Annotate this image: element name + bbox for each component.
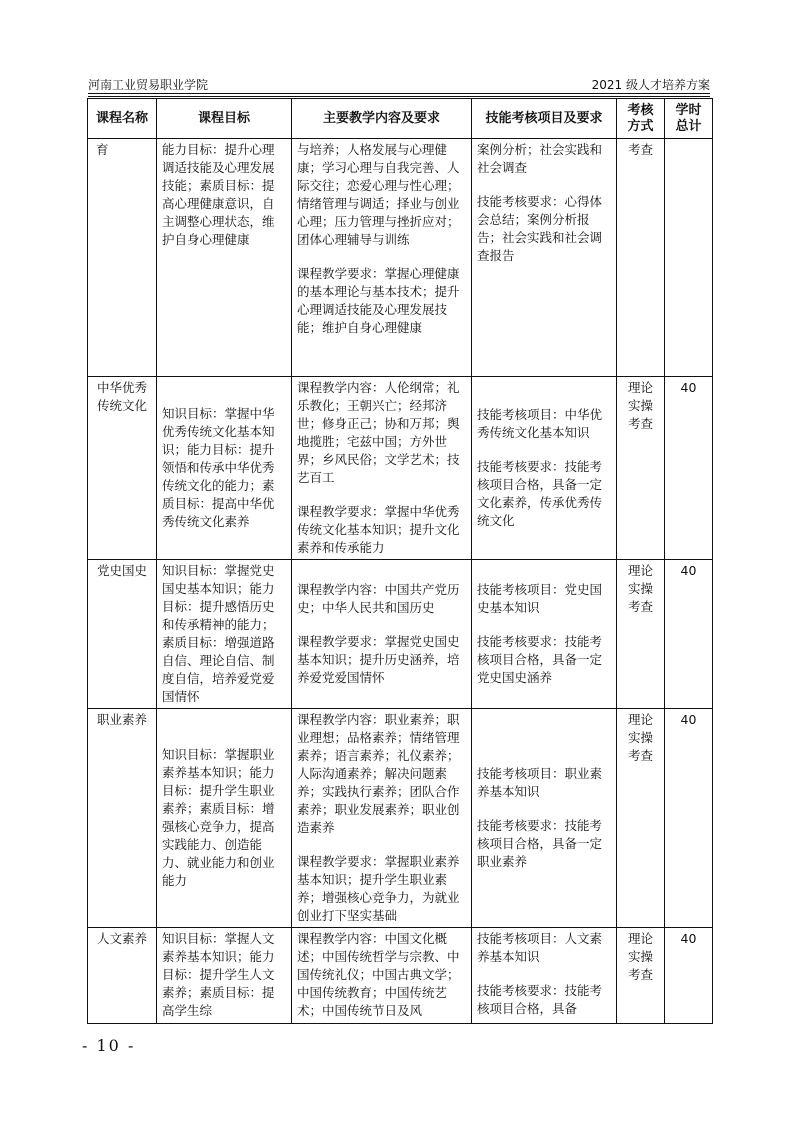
content-text: 课程教学内容：人伦纲常；礼乐教化；王朝兴亡；经邦济世；修身正己；协和万邦；舆地揽胜；宅兹中国；方外世界；乡风民俗；文学艺术；技艺百工: [297, 380, 460, 485]
skill-text: 技能考核项目：党史国史基本知识: [477, 582, 603, 615]
table-row: [88, 139, 713, 377]
skill-text: 案例分析；社会实践和社会调查: [477, 142, 603, 175]
col-header-content: 主要教学内容及要求: [292, 99, 472, 139]
content-requirement: 课程教学要求：掌握党史国史基本知识；提升历史涵养，培养爱党爱国情怀: [297, 634, 460, 685]
skill-requirement: 技能考核要求：技能考核项目合格，具备一定文化素养，传承优秀传统文化: [477, 459, 603, 528]
skill-requirement: 技能考核要求：技能考核项目合格，具备一定职业素养: [477, 818, 603, 869]
content-text: 课程教学内容：职业素养；职业理想；品格素养；情绪管理素养；语言素养；礼仪素养；人际沟通素养；解决问题素养；实践执行素养；团队合作素养；职业发展素养；职业创造素养: [297, 712, 460, 835]
course-skill: [472, 928, 617, 1024]
table-row: [88, 560, 713, 709]
page-number: - 10 -: [82, 1036, 136, 1055]
goal-text: 能力目标：提升心理调适技能及心理发展技能；素质目标：提高心理健康意识，自主调整心理状态，维护自身心理健康: [162, 142, 275, 247]
course-skill: [472, 560, 617, 709]
course-skill: [472, 139, 617, 377]
total-hours: 40: [665, 560, 713, 709]
total-hours: 40: [665, 377, 713, 560]
skill-text: 技能考核项目：中华优秀传统文化基本知识: [477, 407, 603, 440]
assessment-mode: 理论 实操 考查: [617, 928, 665, 1024]
content-requirement: 课程教学要求：掌握中华优秀传统文化基本知识；提升文化素养和传承能力: [297, 504, 460, 555]
assessment-mode: 考查: [617, 139, 665, 377]
skill-requirement: 技能考核要求：技能考核项目合格，具备一定党史国史涵养: [477, 634, 603, 685]
goal-text: 知识目标：掌握中华优秀传统文化基本知识；能力目标：提升领悟和传承中华优秀传统文化的能力；素质目标：提高中华优秀传统文化素养: [162, 406, 275, 529]
total-hours: [665, 139, 713, 377]
table-row: [88, 709, 713, 928]
col-header-mode: 考核 方式: [617, 99, 665, 139]
course-content: [292, 377, 472, 560]
table-row: [88, 377, 713, 560]
course-content: [292, 928, 472, 1024]
course-content: [292, 709, 472, 928]
header-rule-top: [88, 93, 710, 94]
content-requirement: 课程教学要求：掌握职业素养基本知识；提升学生职业素养；增强核心竞争力，为就业创业打下坚实基础: [297, 854, 460, 923]
content-text: 课程教学内容：中国文化概述；中国传统哲学与宗教、中国传统礼仪；中国古典文学；中国传统教育；中国传统艺术；中国传统节日及风: [297, 931, 460, 1018]
page-header: [88, 74, 710, 94]
course-goal: [157, 139, 292, 377]
content-requirement: 课程教学要求：掌握心理健康的基本理论与基本技术；提升心理调适技能及心理发展技能；维护自身心理健康: [297, 266, 460, 335]
course-skill: [472, 377, 617, 560]
plan-title: 2021 级人才培养方案: [591, 78, 710, 92]
skill-requirement: 技能考核要求：技能考核项目合格，具备: [477, 983, 603, 1016]
course-name: 人文素养: [88, 928, 157, 1024]
skill-requirement: 技能考核要求：心得体会总结；案例分析报告；社会实践和社会调查报告: [477, 194, 603, 263]
skill-text: 技能考核项目：人文素养基本知识: [477, 931, 603, 964]
col-header-goal: 课程目标: [157, 99, 292, 139]
col-header-name: 课程名称: [88, 99, 157, 139]
total-hours: 40: [665, 709, 713, 928]
total-hours: 40: [665, 928, 713, 1024]
assessment-mode: 理论 实操 考查: [617, 377, 665, 560]
course-name: 中华优秀 传统文化: [88, 377, 157, 560]
course-goal: [157, 709, 292, 928]
goal-text: 知识目标：掌握人文素养基本知识；能力目标：提升学生人文素养；素质目标：提高学生综: [162, 931, 275, 1018]
content-text: 与培养；人格发展与心理健康；学习心理与自我完善、人际交往；恋爱心理与性心理；情绪管理与调适；择业与创业心理；压力管理与挫折应对；团体心理辅导与训练: [297, 142, 460, 247]
table-header-row: [88, 99, 713, 139]
assessment-mode: 理论 实操 考查: [617, 709, 665, 928]
course-content: [292, 560, 472, 709]
course-name: 职业素养: [88, 709, 157, 928]
school-name: 河南工业贸易职业学院: [88, 78, 209, 92]
course-skill: [472, 709, 617, 928]
table-row: [88, 928, 713, 1024]
col-header-skill: 技能考核项目及要求: [472, 99, 617, 139]
course-table: [87, 98, 713, 1024]
course-content: [292, 139, 472, 377]
assessment-mode: 理论 实操 考查: [617, 560, 665, 709]
header-rule-bottom: [88, 96, 710, 97]
course-goal: [157, 928, 292, 1024]
goal-text: 知识目标：掌握党史国史基本知识；能力目标：提升感悟历史和传承精神的能力；素质目标：增强道路自信、理论自信、制度自信，培养爱党爱国情怀: [162, 563, 275, 704]
skill-text: 技能考核项目：职业素养基本知识: [477, 766, 603, 799]
course-name: 育: [88, 139, 157, 377]
col-header-hours: 学时 总计: [665, 99, 713, 139]
content-text: 课程教学内容：中国共产党历史；中华人民共和国历史: [297, 582, 460, 615]
course-goal: [157, 560, 292, 709]
course-name: 党史国史: [88, 560, 157, 709]
goal-text: 知识目标：掌握职业素养基本知识；能力目标：提升学生职业素养；素质目标：增强核心竞争力，提高实践能力、创造能力、就业能力和创业能力: [162, 747, 275, 888]
course-goal: [157, 377, 292, 560]
